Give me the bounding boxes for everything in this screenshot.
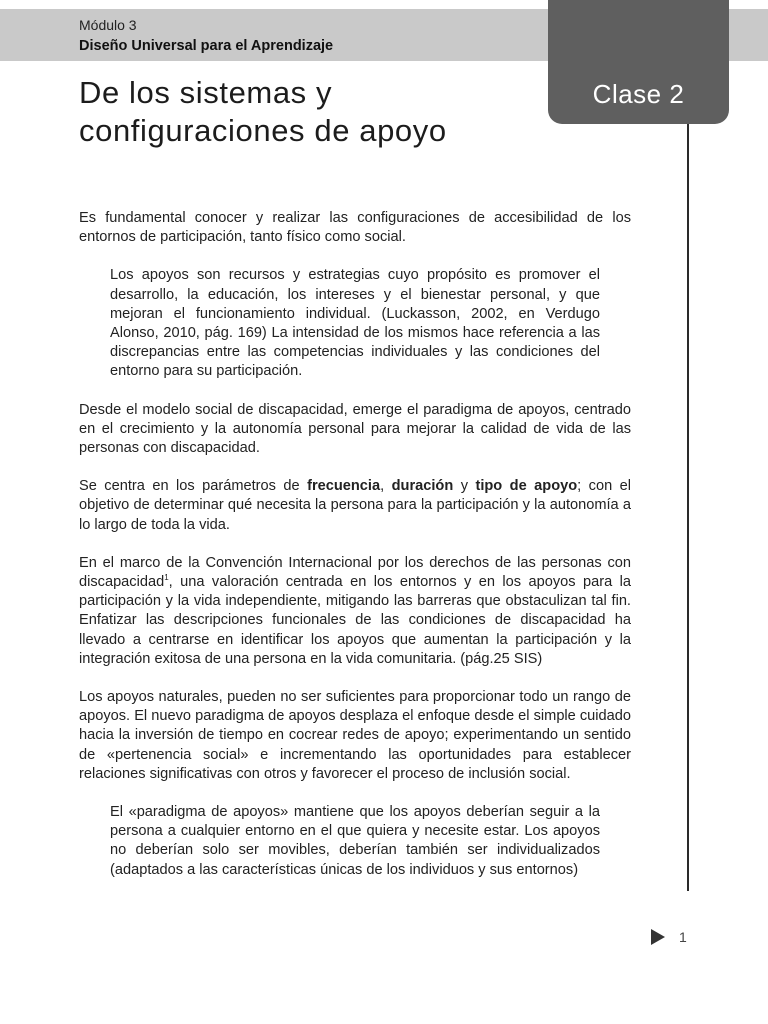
page-title-line-2: configuraciones de apoyo [79, 113, 447, 148]
paragraph-4 [79, 554, 631, 669]
paragraph-2: Desde el modelo social de discapacidad, emerge el paradigma de apoyos, centrado en el crecimiento y la autonomía personal para mejorar la calidad de vida de las personas con discapacidad. [79, 401, 631, 457]
p3-text-e: ; con el objetivo de determinar qué necesita la persona para la participación y la autonomía a lo largo de toda la vida. [79, 478, 632, 533]
p3-bold-tipo-apoyo: tipo de apoyo [475, 478, 578, 495]
page-title-line-1: De los sistemas y [79, 75, 333, 110]
p3-bold-frecuencia: frecuencia [307, 478, 381, 495]
p4-text-b: , una valoración centrada en los entornos y en los apoyos para la participación y la vida independiente, mitigando las barreras que obstaculizan tal fin. Enfatizar las descripciones funcionales de las condiciones de discapacidad ha llevado a centrarse en identificar los apoyos que aumentan la participación y la integración exitosa de una persona en la vida comunitaria. (pág.25 SIS) [79, 574, 631, 667]
p4-text-a: En el marco de la Convención Internacional por los derechos de las personas con discapacidad [79, 554, 631, 591]
course-title: Diseño Universal para el Aprendizaje [79, 38, 334, 54]
p3-text-d: y [453, 478, 476, 495]
page-title [79, 74, 539, 150]
p3-text-c: , [380, 478, 392, 495]
body-content [79, 209, 631, 899]
next-page-icon[interactable] [651, 929, 665, 945]
clase-label: Clase 2 [592, 79, 685, 109]
footnote-ref: 1 [164, 573, 169, 583]
vertical-rule [687, 124, 689, 891]
p3-bold-duracion: duración [391, 478, 454, 495]
clase-tab [548, 0, 729, 124]
module-label: Módulo 3 [79, 17, 137, 33]
quote-1: Los apoyos son recursos y estrategias cuyo propósito es promover el desarrollo, la educación, los intereses y el bienestar personal, y que mejoran el funcionamiento individual. (Luckasson, 2002, en Verdugo Alonso, 2010, pág. 169) La intensidad de los mismos hace referencia a las discrepancias entre las competencias individuales y las condiciones del entorno para su participación. [110, 267, 600, 380]
paragraph-1: Es fundamental conocer y realizar las configuraciones de accesibilidad de los entornos de participación, tanto físico como social. [79, 210, 631, 246]
p3-text-a: Se centra en los parámetros de [79, 478, 308, 495]
paragraph-5: Los apoyos naturales, pueden no ser suficientes para proporcionar todo un rango de apoyos. El nuevo paradigma de apoyos desplaza el enfoque desde el simple cuidado hacia la inversión de tiempo en cocrear redes de apoyo; experimentando un sentido de «pertenencia social» e incrementando las oportunidades para establecer relaciones significativas con otros y favorecer el proceso de inclusión social. [79, 689, 631, 782]
paragraph-3 [79, 477, 631, 535]
quote-2: El «paradigma de apoyos» mantiene que los apoyos deberían seguir a la persona a cualquier entorno en el que quiera y necesite estar. Los apoyos no deberían solo ser movibles, deberían también ser individualizados (adaptados a las características únicas de los individuos y sus entornos) [110, 804, 600, 878]
page-number: 1 [679, 929, 687, 945]
